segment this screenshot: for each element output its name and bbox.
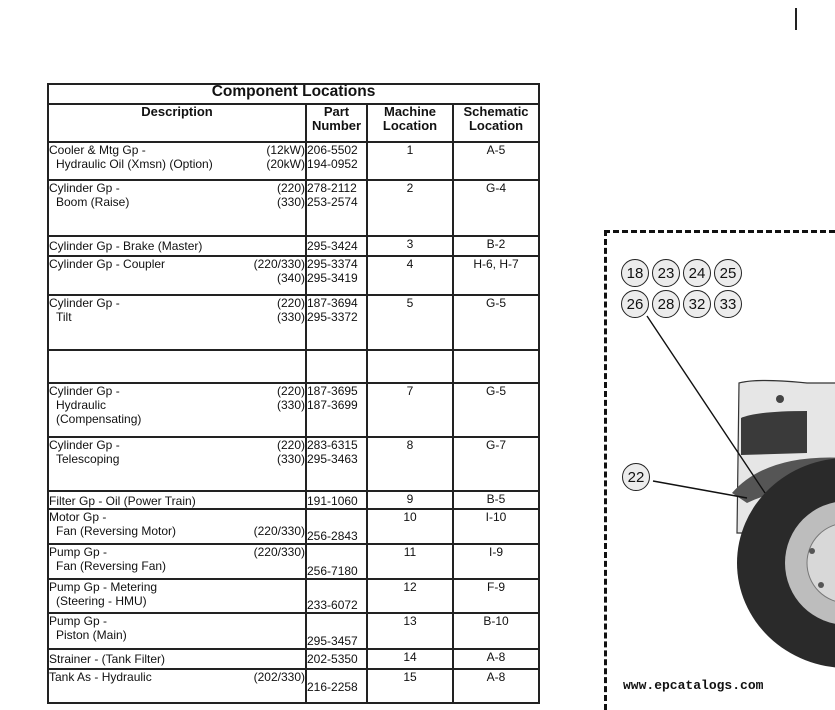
cell-schematic-location: G-5	[453, 383, 539, 437]
description-line	[49, 296, 305, 310]
component-locations-table	[47, 83, 540, 704]
cell-schematic-location: G-5	[453, 295, 539, 350]
description-qualifier: (220)	[276, 181, 305, 195]
part-number: 295-3424	[307, 239, 358, 253]
header-schematic-text: Schematic Location	[463, 104, 529, 133]
description-line	[49, 157, 305, 171]
table-body	[48, 142, 539, 703]
cell-part-number	[306, 256, 367, 295]
cell-description	[48, 350, 306, 383]
header-schematic-location	[453, 104, 539, 142]
callout-24: 24	[683, 259, 711, 287]
description-line	[49, 524, 305, 538]
description-line	[49, 143, 305, 157]
description-text: Cylinder Gp -	[49, 181, 120, 195]
cell-schematic-location	[453, 350, 539, 383]
cell-machine-location: 2	[367, 180, 453, 236]
cell-description	[48, 491, 306, 509]
description-line	[49, 181, 305, 195]
cell-machine-location: 3	[367, 236, 453, 256]
cell-description	[48, 142, 306, 180]
header-part-text: Part Number	[311, 104, 362, 133]
cell-description	[48, 256, 306, 295]
cell-schematic-location: A-8	[453, 669, 539, 703]
cell-schematic-location: I-10	[453, 509, 539, 544]
header-machine-text: Machine Location	[382, 104, 438, 133]
part-number: 216-2258	[307, 680, 358, 694]
description-text: (Steering - HMU)	[56, 594, 147, 608]
description-qualifier: (220/330)	[253, 524, 305, 538]
cell-part-number	[306, 669, 367, 703]
cell-part-number	[306, 509, 367, 544]
table-row	[48, 180, 539, 236]
description-text: (Compensating)	[56, 412, 142, 426]
description-text: Cylinder Gp -	[49, 384, 120, 398]
description-line	[49, 580, 305, 594]
description-line	[49, 670, 305, 684]
cell-description	[48, 180, 306, 236]
cell-description	[48, 544, 306, 579]
description-line	[49, 652, 305, 666]
table-row	[48, 649, 539, 669]
cell-machine-location: 1	[367, 142, 453, 180]
cell-part-number	[306, 295, 367, 350]
cell-part-number	[306, 383, 367, 437]
callout-26: 26	[621, 290, 649, 318]
table-title: Component Locations	[48, 84, 539, 104]
description-qualifier: (220)	[276, 438, 305, 452]
machine-illustration	[604, 230, 835, 710]
cell-part-number	[306, 142, 367, 180]
part-number: 233-6072	[307, 598, 358, 612]
description-text: Piston (Main)	[56, 628, 127, 642]
callout-22: 22	[622, 463, 650, 491]
table-row	[48, 236, 539, 256]
part-number: 278-2112	[307, 181, 357, 195]
part-number: 194-0952	[307, 157, 358, 171]
description-qualifier: (330)	[276, 310, 305, 324]
description-text: Fan (Reversing Fan)	[56, 559, 167, 573]
description-line	[49, 412, 305, 426]
cell-machine-location: 10	[367, 509, 453, 544]
cell-description	[48, 613, 306, 649]
description-line	[49, 545, 305, 559]
cell-schematic-location: H-6, H-7	[453, 256, 539, 295]
description-text: Motor Gp -	[49, 510, 107, 524]
cell-machine-location: 12	[367, 579, 453, 613]
callout-33: 33	[714, 290, 742, 318]
table-row	[48, 544, 539, 579]
description-qualifier: (202/330)	[253, 670, 305, 684]
cell-part-number	[306, 579, 367, 613]
cell-part-number	[306, 613, 367, 649]
part-number: 253-2574	[307, 195, 358, 209]
description-text: Strainer - (Tank Filter)	[49, 652, 166, 666]
description-line	[49, 510, 305, 524]
table-row	[48, 509, 539, 544]
part-number: 295-3374	[307, 257, 358, 271]
description-line	[49, 398, 305, 412]
description-line	[49, 594, 305, 608]
description-line	[49, 239, 305, 253]
description-text: Cylinder Gp - Coupler	[49, 257, 166, 271]
description-text: Hydraulic Oil (Xmsn) (Option)	[56, 157, 213, 171]
description-qualifier: (330)	[276, 195, 305, 209]
cell-description	[48, 509, 306, 544]
cell-schematic-location: A-8	[453, 649, 539, 669]
part-number: 295-3372	[307, 310, 358, 324]
description-text: Pump Gp - Metering	[49, 580, 158, 594]
cell-schematic-location: I-9	[453, 544, 539, 579]
cell-description	[48, 295, 306, 350]
watermark: www.epcatalogs.com	[623, 678, 764, 693]
cell-machine-location: 4	[367, 256, 453, 295]
cell-description	[48, 236, 306, 256]
cell-machine-location: 13	[367, 613, 453, 649]
cell-machine-location: 5	[367, 295, 453, 350]
part-number: 187-3694	[307, 296, 358, 310]
part-number: 202-5350	[307, 652, 358, 666]
header-machine-location	[367, 104, 453, 142]
description-text: Tank As - Hydraulic	[49, 670, 152, 684]
description-qualifier: (20kW)	[266, 157, 305, 171]
part-number: 295-3419	[307, 271, 358, 285]
description-line	[49, 271, 305, 285]
cell-description	[48, 383, 306, 437]
description-line	[49, 628, 305, 642]
description-qualifier: (220/330)	[253, 257, 305, 271]
description-text: Tilt	[56, 310, 72, 324]
callout-23: 23	[652, 259, 680, 287]
description-line	[49, 257, 305, 271]
description-text: Cylinder Gp - Brake (Master)	[49, 239, 203, 253]
machine-lugnut	[818, 582, 824, 588]
cell-machine-location: 14	[367, 649, 453, 669]
cell-schematic-location: G-7	[453, 437, 539, 491]
table-row	[48, 437, 539, 491]
cell-machine-location: 7	[367, 383, 453, 437]
callout-28: 28	[652, 290, 680, 318]
cell-part-number	[306, 236, 367, 256]
cell-machine-location: 9	[367, 491, 453, 509]
cell-part-number	[306, 649, 367, 669]
callout-18: 18	[621, 259, 649, 287]
description-text: Hydraulic	[56, 398, 107, 412]
description-qualifier: (220)	[276, 296, 305, 310]
cell-machine-location	[367, 350, 453, 383]
part-number: 295-3463	[307, 452, 358, 466]
table-row	[48, 669, 539, 703]
part-number: 187-3695	[307, 384, 358, 398]
description-text: Cooler & Mtg Gp -	[49, 143, 146, 157]
cell-description	[48, 579, 306, 613]
cell-description	[48, 669, 306, 703]
description-text: Cylinder Gp -	[49, 296, 120, 310]
leader-line-22	[653, 481, 747, 498]
description-line	[49, 614, 305, 628]
cell-schematic-location: G-4	[453, 180, 539, 236]
part-number: 256-7180	[307, 564, 358, 578]
part-number: 191-1060	[307, 494, 358, 508]
description-line	[49, 452, 305, 466]
part-number: 256-2843	[307, 529, 358, 543]
part-number: 206-5502	[307, 143, 358, 157]
description-qualifier: (330)	[276, 452, 305, 466]
description-qualifier: (330)	[276, 398, 305, 412]
cell-part-number	[306, 491, 367, 509]
cell-description	[48, 649, 306, 669]
description-line	[49, 195, 305, 209]
cell-schematic-location: B-2	[453, 236, 539, 256]
description-line	[49, 494, 305, 508]
header-description: Description	[48, 104, 306, 142]
description-line	[49, 559, 305, 573]
description-text: Pump Gp -	[49, 545, 108, 559]
description-qualifier: (12kW)	[266, 143, 305, 157]
machine-lugnut	[809, 548, 815, 554]
cell-machine-location: 11	[367, 544, 453, 579]
description-text: Boom (Raise)	[56, 195, 130, 209]
cell-schematic-location: F-9	[453, 579, 539, 613]
machine-bolt	[776, 395, 784, 403]
description-qualifier: (220)	[276, 384, 305, 398]
cell-schematic-location: B-10	[453, 613, 539, 649]
cell-part-number	[306, 437, 367, 491]
table-row	[48, 142, 539, 180]
description-qualifier: (220/330)	[253, 545, 305, 559]
table-row	[48, 256, 539, 295]
description-qualifier: (340)	[276, 271, 305, 285]
callout-25: 25	[714, 259, 742, 287]
table-row	[48, 383, 539, 437]
table-row	[48, 350, 539, 383]
cell-machine-location: 8	[367, 437, 453, 491]
table-row	[48, 295, 539, 350]
cell-part-number	[306, 350, 367, 383]
cell-schematic-location: B-5	[453, 491, 539, 509]
description-text: Pump Gp -	[49, 614, 108, 628]
description-line	[49, 438, 305, 452]
cell-part-number	[306, 544, 367, 579]
table-row	[48, 491, 539, 509]
description-text: Filter Gp - Oil (Power Train)	[49, 494, 196, 508]
part-number: 295-3457	[307, 634, 358, 648]
page-edge-mark	[795, 8, 797, 30]
part-number: 283-6315	[307, 438, 358, 452]
table-row	[48, 579, 539, 613]
cell-part-number	[306, 180, 367, 236]
description-line	[49, 384, 305, 398]
callout-32: 32	[683, 290, 711, 318]
description-text: Fan (Reversing Motor)	[56, 524, 177, 538]
description-text: Cylinder Gp -	[49, 438, 120, 452]
machine-vent	[741, 411, 807, 455]
cell-schematic-location: A-5	[453, 142, 539, 180]
description-text: Telescoping	[56, 452, 120, 466]
cell-description	[48, 437, 306, 491]
table-row	[48, 613, 539, 649]
part-number: 187-3699	[307, 398, 358, 412]
header-part-number	[306, 104, 367, 142]
cell-machine-location: 15	[367, 669, 453, 703]
description-line	[49, 310, 305, 324]
